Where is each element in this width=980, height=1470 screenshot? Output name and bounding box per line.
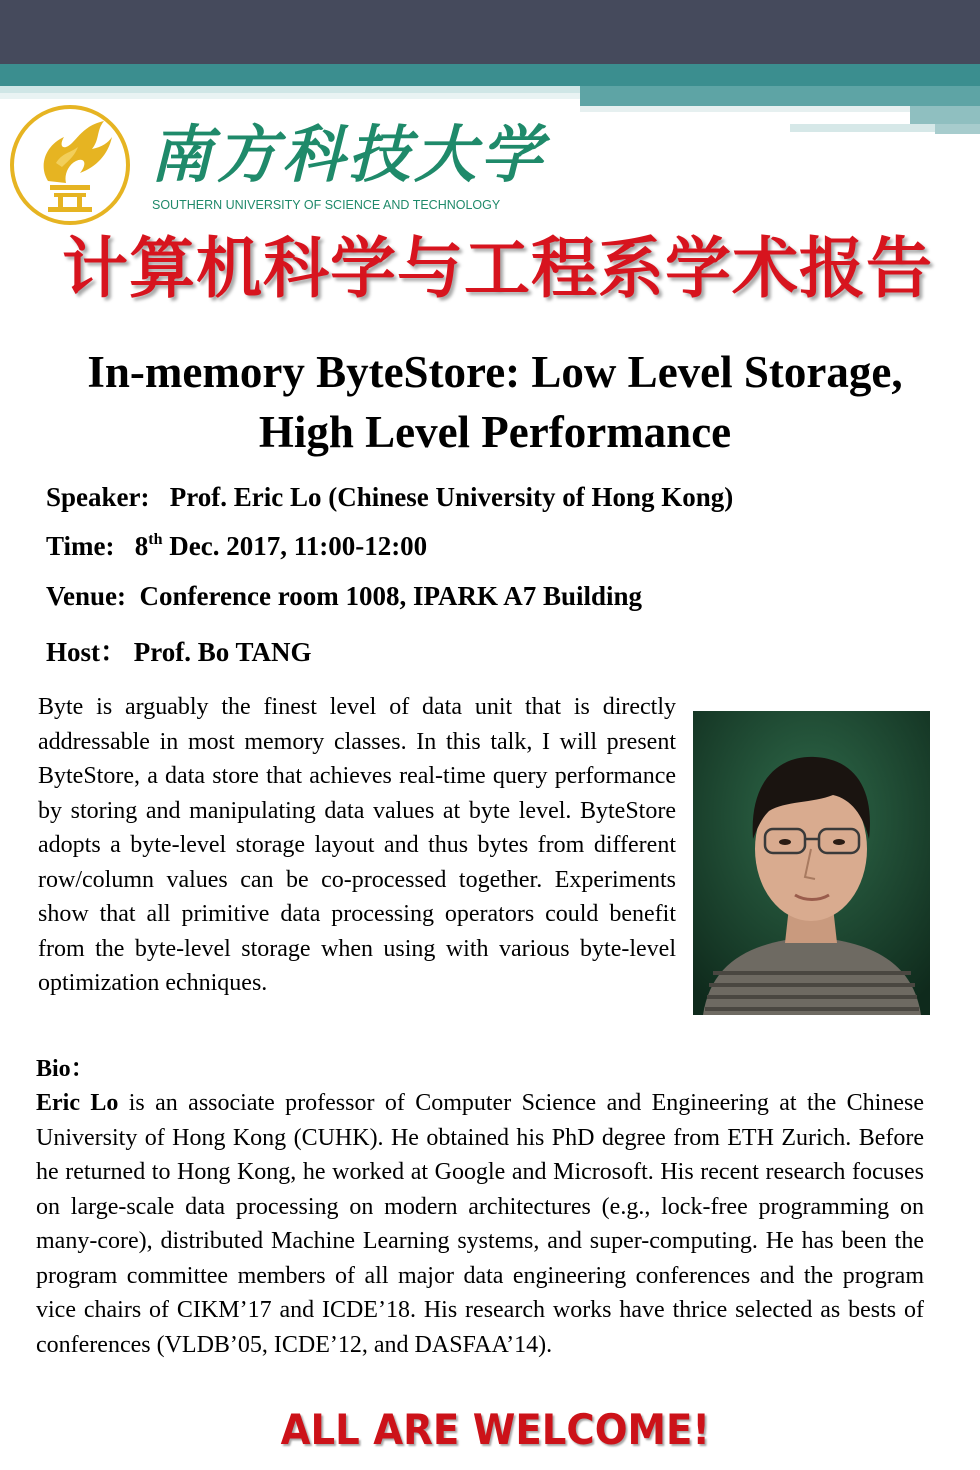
time-day-suffix: th	[148, 531, 163, 548]
host-value: Prof. Bo TANG	[133, 637, 312, 667]
banner-strip	[580, 106, 910, 112]
banner-strip	[910, 106, 980, 124]
university-name-cn: 南方科技大学	[150, 118, 547, 191]
venue-value: Conference room 1008, IPARK A7 Building	[139, 581, 643, 611]
host-line	[46, 630, 312, 669]
bio-name: Eric Lo	[36, 1090, 119, 1116]
department-title: 计算机科学与工程系学术报告	[62, 230, 933, 307]
time-value: Dec. 2017, 11:00-12:00	[162, 531, 428, 561]
host-label: Host：	[46, 637, 127, 667]
venue-label: Venue:	[46, 581, 127, 611]
talk-title-line: High Level Performance	[258, 407, 732, 457]
time-line	[46, 531, 427, 562]
speaker-value: Prof. Eric Lo (Chinese University of Hong Kong)	[169, 482, 734, 512]
speaker-label: Speaker:	[46, 482, 150, 512]
bio-text: is an associate professor of Computer Science and Engineering at the Chinese University of Hong Kong (CUHK). He obtained his PhD degree from ETH Zurich. Before he returned to Hong Kong, he worked at Google and Microsoft. His recent research focuses on large-scale data processing on modern architectures (e.g., lock-free programming on many-core), distributed Machine Learning systems, and super-computing. He has been the program committee members of all major data engineering conferences and the program vice chairs of CIKM’17 and ICDE’18. His research works have thrice selected as bests of conferences (VLDB’05, ICDE’12, and DASFAA’14).	[36, 1090, 924, 1358]
time-label: Time:	[46, 531, 115, 561]
university-name-en: SOUTHERN UNIVERSITY OF SCIENCE AND TECHNOLOGY	[152, 198, 501, 212]
abstract-paragraph: Byte is arguably the finest level of data unit that is directly addressable in most memory classes. In this talk, I will present ByteStore, a data store that achieves real-time query performance by storing and manipulating data values at byte level. ByteStore adopts a byte-level storage layout and thus bytes from different row/column values can be co-processed together. Experiments show that all primitive data processing operators could benefit from the byte-level storage when using with various byte-level optimization echniques.	[38, 694, 676, 996]
bio-label: Bio：	[36, 1056, 95, 1082]
banner-strip	[0, 93, 580, 99]
banner-strip	[580, 86, 980, 106]
venue-line	[46, 581, 642, 612]
banner-strip	[0, 86, 580, 93]
time-day: 8	[134, 531, 149, 561]
bio-paragraph	[36, 1086, 924, 1362]
banner-teal-band	[0, 64, 980, 86]
talk-title-line: In-memory ByteStore: Low Level Storage,	[87, 347, 903, 397]
banner-dark-band	[0, 0, 980, 64]
welcome-banner: ALL ARE WELCOME!	[280, 1405, 711, 1454]
speaker-photo	[693, 711, 930, 1015]
university-logo-icon	[8, 103, 132, 227]
talk-title	[20, 342, 970, 462]
speaker-line	[46, 482, 733, 513]
banner-strip	[935, 124, 980, 134]
